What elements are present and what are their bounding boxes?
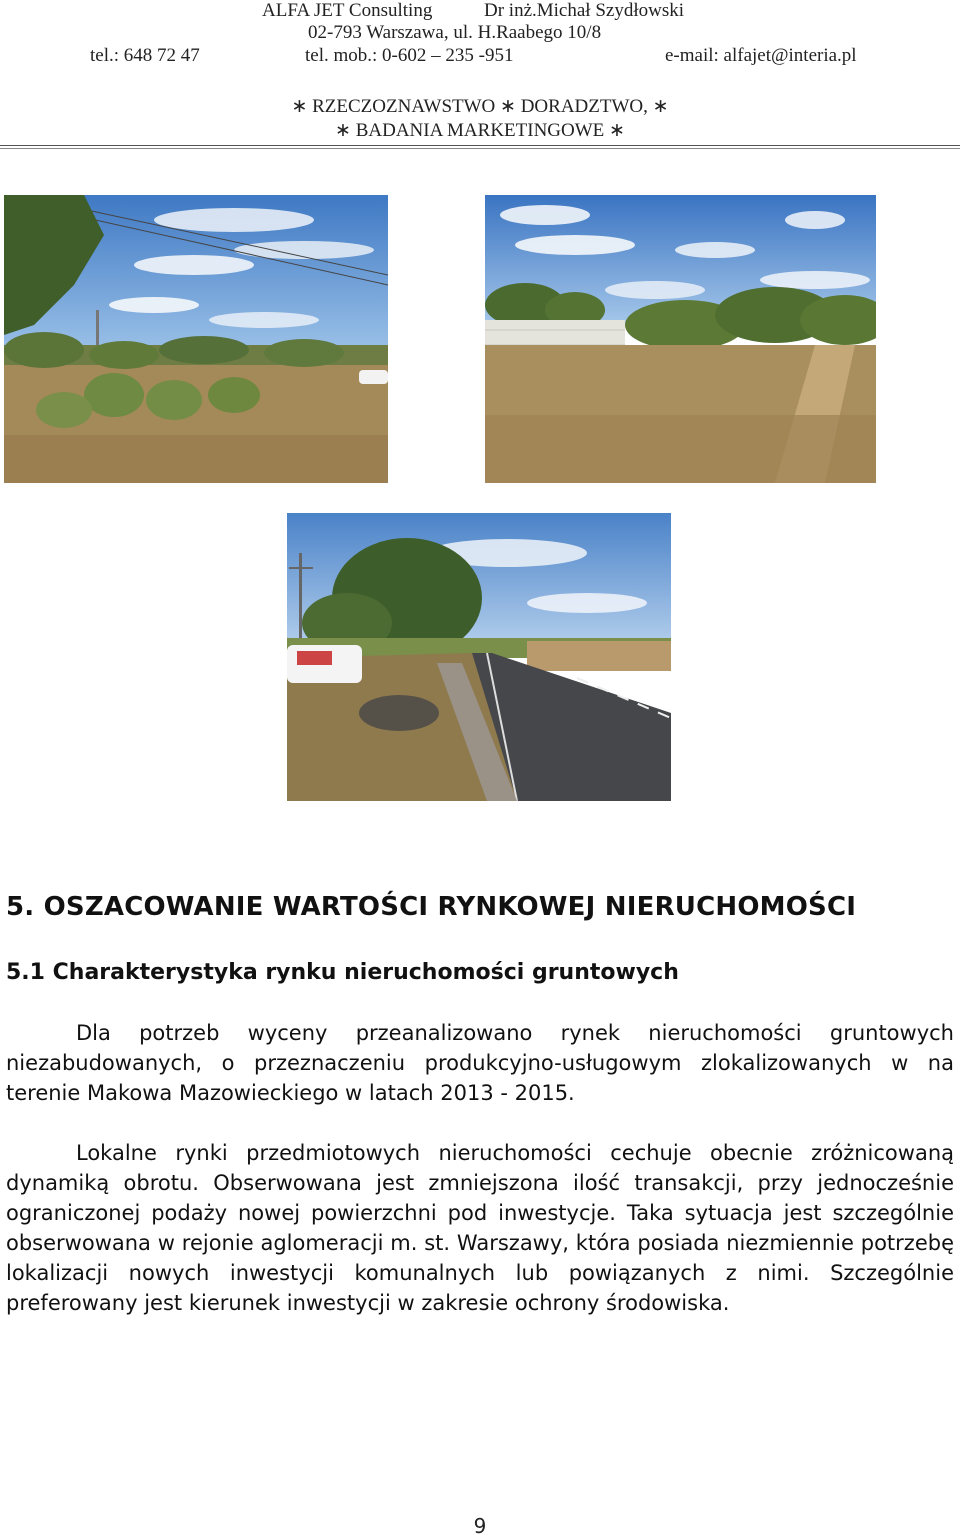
services-line-2: ∗ BADANIA MARKETINGOWE ∗ — [335, 120, 625, 141]
paragraph-2-text: Lokalne rynki przedmiotowych nieruchomości cechuje obecnie zróżnicowaną dynamiką obrotu. Obserwowana jest zmniejszona ilość transakcji, przy jednocześnie ograniczonej podaży nowej powierzchni pod inwestycje. Taka sytuacja jest szczególnie obserwowana w rejonie aglomeracji m. st. Warszawy, która posiada niezmiennie potrzebę lokalizacji nowych inwestycji komunalnych lub powiązanych z nimi. Szczególnie preferowany jest kierunek inwestycji w zakresie ochrony środowiska. — [6, 1141, 954, 1315]
page-number: 9 — [473, 1514, 487, 1538]
person-name: Dr inż.Michał Szydłowski — [484, 0, 685, 21]
mobile-number: tel. mob.: 0-602 – 235 -951 — [305, 45, 514, 66]
paragraph-1 — [6, 1018, 954, 1108]
site-photo-2 — [485, 195, 876, 483]
paragraph-1-text: Dla potrzeb wyceny przeanalizowano rynek nieruchomości gruntowych niezabudowanych, o przeznaczeniu produkcyjno-usługowym zlokalizowanych w na terenie Makowa Mazowieckiego w latach 2013 - 2015. — [6, 1021, 954, 1105]
header-divider — [0, 145, 960, 149]
email-address: e-mail: alfajet@interia.pl — [665, 45, 857, 66]
site-photo-3 — [287, 513, 671, 801]
company-address: 02-793 Warszawa, ul. H.Raabego 10/8 — [308, 22, 602, 43]
site-photo-1 — [4, 195, 388, 483]
paragraph-2 — [6, 1138, 954, 1318]
services-line-1: ∗ RZECZOZNAWSTWO ∗ DORADZTWO, ∗ — [291, 96, 669, 117]
company-name: ALFA JET Consulting — [262, 0, 433, 21]
phone-number: tel.: 648 72 47 — [90, 45, 200, 66]
subsection-heading: 5.1 Charakterystyka rynku nieruchomości gruntowych — [6, 960, 679, 985]
section-heading: 5. OSZACOWANIE WARTOŚCI RYNKOWEJ NIERUCHOMOŚCI — [6, 892, 857, 922]
